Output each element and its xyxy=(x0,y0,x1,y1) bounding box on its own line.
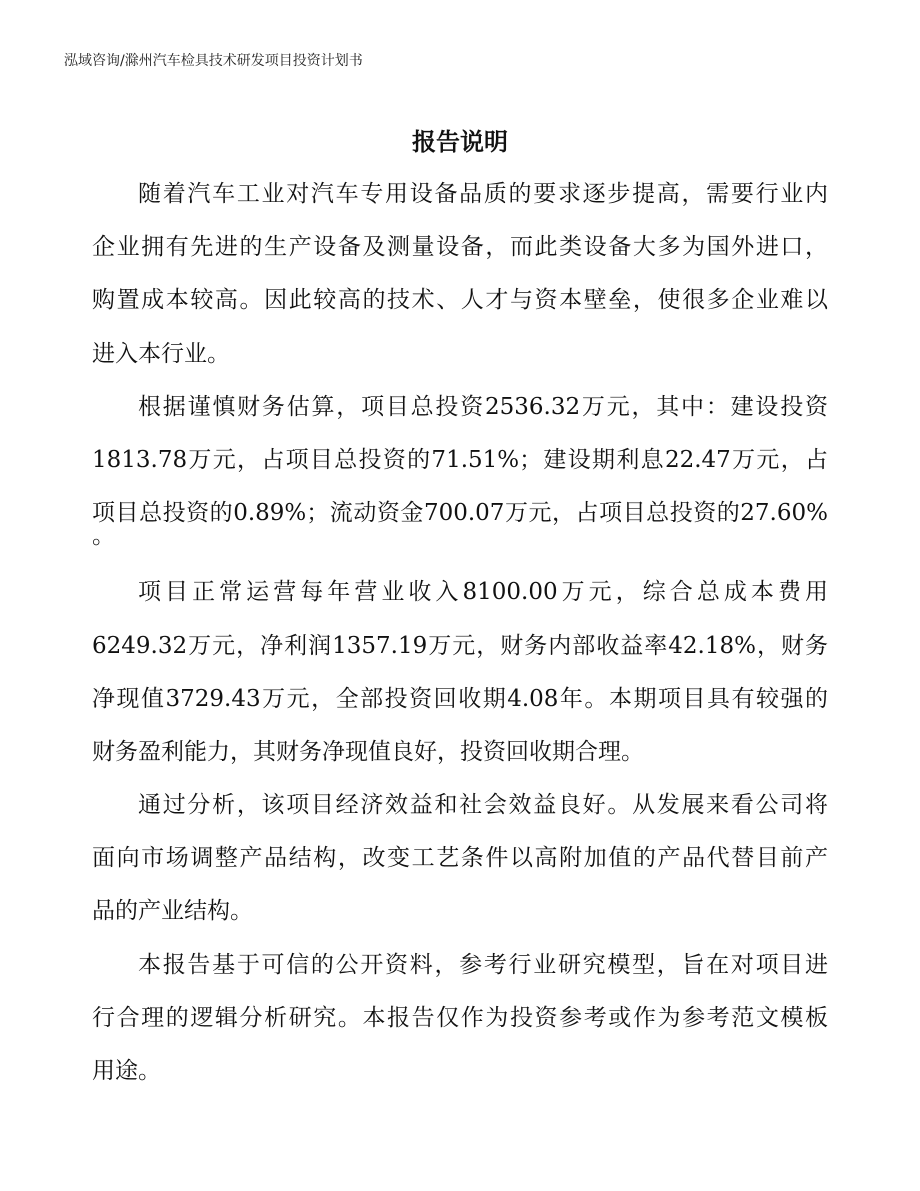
paragraph-line: 。 xyxy=(92,523,115,550)
paragraph-line: 进入本行业。 xyxy=(92,340,230,367)
paragraph xyxy=(92,939,828,1099)
paragraph xyxy=(92,381,828,550)
paragraph-line: 用途。 xyxy=(92,1058,161,1084)
paragraph-line: 1813.78万元，占项目总投资的71.51%；建设期利息22.47万元，占 xyxy=(92,446,828,473)
paragraph-line: 企业拥有先进的生产设备及测量设备，而此类设备大多为国外进口， xyxy=(92,234,828,261)
paragraph-line: 净现值3729.43万元，全部投资回收期4.08年。本期项目具有较强的 xyxy=(92,685,828,712)
paragraph-line: 行合理的逻辑分析研究。本报告仅作为投资参考或作为参考范文模板 xyxy=(92,1004,828,1031)
paragraph-line: 品的产业结构。 xyxy=(92,898,253,925)
paragraph-line: 本报告基于可信的公开资料，参考行业研究模型，旨在对项目进 xyxy=(138,951,828,978)
paragraph-line: 随着汽车工业对汽车专用设备品质的要求逐步提高，需要行业内 xyxy=(138,181,828,207)
document-body xyxy=(92,168,828,1098)
paragraph-line: 项目总投资的0.89%；流动资金700.07万元，占项目总投资的27.60% xyxy=(92,500,828,527)
paragraph-line: 根据谨慎财务估算，项目总投资2536.32万元，其中：建设投资 xyxy=(138,393,828,420)
paragraph xyxy=(92,779,828,939)
paragraph-line: 通过分析，该项目经济效益和社会效益良好。从发展来看公司将 xyxy=(138,792,828,819)
paragraph-line: 面向市场调整产品结构，改变工艺条件以高附加值的产品代替目前产 xyxy=(92,845,828,872)
paragraph-line: 财务盈利能力，其财务净现值良好，投资回收期合理。 xyxy=(92,738,644,765)
paragraph xyxy=(92,566,828,779)
paragraph-line: 购置成本较高。因此较高的技术、人才与资本壁垒，使很多企业难以 xyxy=(92,287,828,314)
paragraph-line: 项目正常运营每年营业收入8100.00万元，综合总成本费用 xyxy=(138,579,828,606)
page-title: 报告说明 xyxy=(412,128,508,156)
document-header: 泓域咨询/滁州汽车检具技术研发项目投资计划书 xyxy=(64,53,363,69)
paragraph-line: 6249.32万元，净利润1357.19万元，财务内部收益率42.18%，财务 xyxy=(92,632,828,659)
paragraph xyxy=(92,168,828,381)
